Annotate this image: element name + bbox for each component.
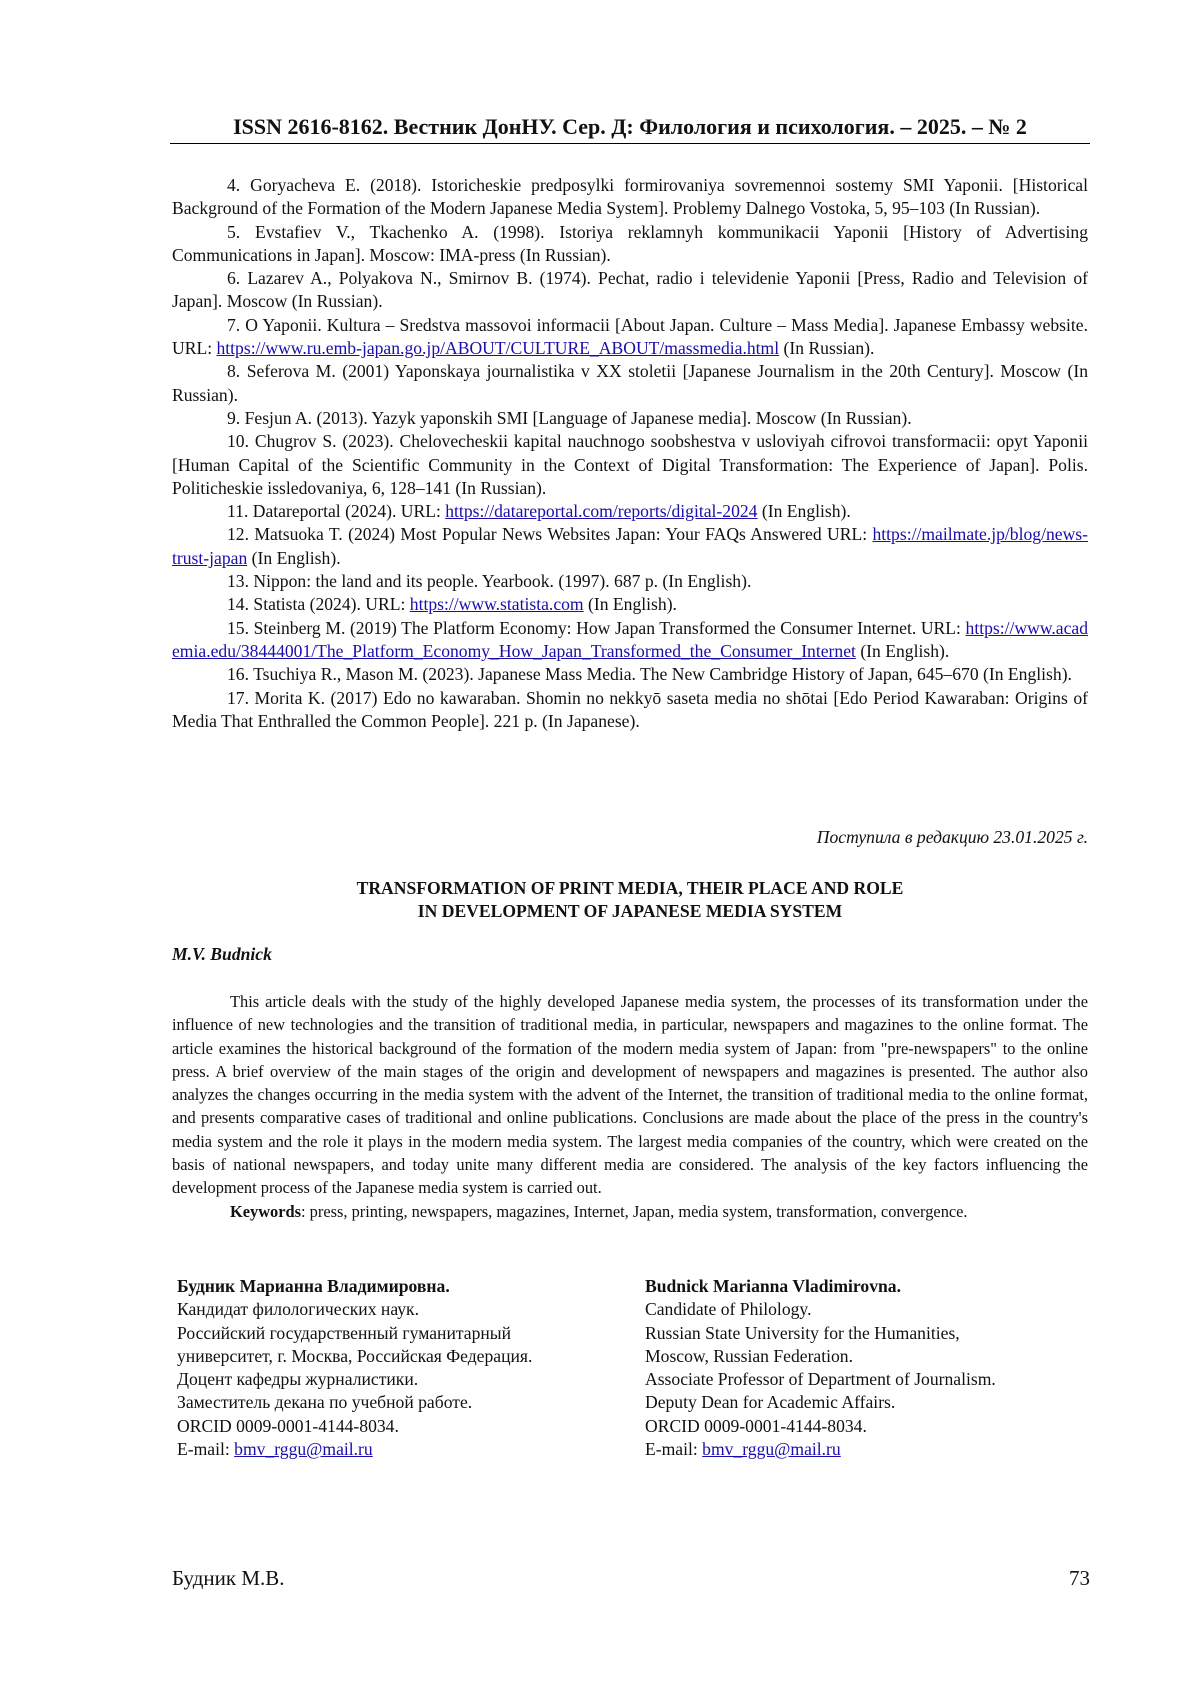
article-title-line: TRANSFORMATION OF PRINT MEDIA, THEIR PLACE AND ROLE xyxy=(356,878,904,898)
author-info-line: Moscow, Russian Federation. xyxy=(645,1345,854,1366)
author-info-email: E-mail: bmv_rggu@mail.ru xyxy=(645,1439,841,1460)
reference-item: 14. Statista (2024). URL: https://www.statista.com (In English). xyxy=(227,594,677,615)
reference-item: 10. Chugrov S. (2023). Chelovecheskii kapital nauchnogo soobshestva v usloviyah cifrovoi transformacii: opyt Yaponii [Human Capital of the Scientific Community in the Context of Digital Transformation: The Experience of Japan]. Polis. Politicheskie issledovaniya, 6, 128–141 (In Russian). xyxy=(172,431,1088,498)
reference-item: 6. Lazarev A., Polyakova N., Smirnov B. (1974). Pechat, radio i televidenie Yaponii [Press, Radio and Television of Japan]. Moscow (In Russian). xyxy=(172,268,1088,312)
page-number: 73 xyxy=(1069,1566,1090,1590)
author-info-english xyxy=(645,1275,1085,1461)
keywords-label: Keywords xyxy=(230,1201,302,1221)
reference-item: 4. Goryacheva E. (2018). Istoricheskie predposylki formirovaniya sovremennoi sostemy SMI Yaponii. [Historical Background of the Formation of the Modern Japanese Media System]. Problemy Dalnego Vostoka, 5, 95–103 (In Russian). xyxy=(172,175,1088,219)
author-info-russian xyxy=(177,1275,617,1461)
author-info-line: Российский государственный гуманитарный xyxy=(177,1322,512,1343)
reference-item: 11. Datareportal (2024). URL: https://datareportal.com/reports/digital-2024 (In English). xyxy=(227,501,851,522)
author-info-line: ORCID 0009-0001-4144-8034. xyxy=(177,1415,399,1436)
reference-link[interactable]: https://mailmate.jp/blog/news-trust-japan xyxy=(172,524,1088,568)
author-info-line: Заместитель декана по учебной работе. xyxy=(177,1392,473,1413)
author-info-name: Budnick Marianna Vladimirovna. xyxy=(645,1276,901,1296)
abstract xyxy=(172,990,1088,1223)
reference-link[interactable]: https://www.academia.edu/38444001/The_Platform_Economy_How_Japan_Transformed_the_Consumer_Internet xyxy=(172,617,1089,661)
author-info-name: Будник Марианна Владимировна. xyxy=(177,1276,450,1296)
reference-item: 13. Nippon: the land and its people. Yearbook. (1997). 687 p. (In English). xyxy=(227,571,752,592)
reference-link[interactable]: https://datareportal.com/reports/digital-2024 xyxy=(445,501,758,522)
reference-item: 16. Tsuchiya R., Mason M. (2023). Japanese Mass Media. The New Cambridge History of Japan, 645–670 (In English). xyxy=(227,664,1072,685)
author-info-line: Доцент кафедры журналистики. xyxy=(177,1369,419,1390)
author-info-line: Deputy Dean for Academic Affairs. xyxy=(645,1392,896,1413)
author-info-line: университет, г. Москва, Российская Федерация. xyxy=(177,1345,533,1366)
author-info-line: Associate Professor of Department of Journalism. xyxy=(645,1369,996,1390)
running-header: ISSN 2616-8162. Вестник ДонНУ. Сер. Д: Филология и психология. – 2025. – № 2 xyxy=(170,114,1090,144)
reference-item: 5. Evstafiev V., Tkachenko A. (1998). Istoriya reklamnyh kommunikacii Yaponii [History of Advertising Communications in Japan]. Moscow: IMA-press (In Russian). xyxy=(172,221,1089,265)
abstract-text: This article deals with the study of the highly developed Japanese media system, the processes of its transformation under the influence of new technologies and the transition of traditional media, in particular, newspapers and magazines to the online format. The article examines the historical background of the formation of the modern media system of Japan: from "pre-newspapers" to the online press. A brief overview of the main stages of the origin and development of newspapers and magazines is presented. The author also analyzes the changes occurring in the media system with the advent of the Internet, the transition of traditional media to the online format, and presents comparative cases of traditional and online publications. Conclusions are made about the place of the press in the country's media system and the role it plays in the modern media system. The largest media companies of the country, which were created on the basis of national newspapers, and today unite many different media are considered. The analysis of the key factors influencing the development process of the Japanese media system is carried out. xyxy=(172,992,1088,1198)
keywords-text: : press, printing, newspapers, magazines, Internet, Japan, media system, transformation, convergence. xyxy=(301,1201,968,1221)
email-link[interactable]: bmv_rggu@mail.ru xyxy=(234,1439,373,1460)
reference-link[interactable]: https://www.ru.emb-japan.go.jp/ABOUT/CULTURE_ABOUT/massmedia.html xyxy=(216,338,780,359)
reference-item: 9. Fesjun A. (2013). Yazyk yaponskih SMI [Language of Japanese media]. Moscow (In Russian). xyxy=(227,407,912,428)
reference-item: 12. Matsuoka T. (2024) Most Popular News Websites Japan: Your FAQs Answered URL: https://mailmate.jp/blog/news-trust-japan (In English). xyxy=(172,524,1088,568)
reference-item: 7. O Yaponii. Kultura – Sredstva massovoi informacii [About Japan. Culture – Mass Media]. Japanese Embassy website. URL: https://www.ru.emb-japan.go.jp/ABOUT/CULTURE_ABOUT/massmedia.html (In Russian). xyxy=(172,314,1088,359)
reference-link[interactable]: https://www.statista.com xyxy=(409,594,584,615)
reference-item: 15. Steinberg M. (2019) The Platform Economy: How Japan Transformed the Consumer Internet. URL: https://www.academia.edu/38444001/The_Platform_Economy_How_Japan_Transformed_the_Consumer_Internet (In English). xyxy=(172,617,1089,661)
author-info-line: ORCID 0009-0001-4144-8034. xyxy=(645,1415,867,1436)
author-info-line: Кандидат филологических наук. xyxy=(177,1299,419,1320)
reference-list xyxy=(172,174,1088,733)
article-title xyxy=(172,877,1088,923)
received-date: Поступила в редакцию 23.01.2025 г. xyxy=(816,827,1088,847)
email-link[interactable]: bmv_rggu@mail.ru xyxy=(702,1439,841,1460)
article-title-line: IN DEVELOPMENT OF JAPANESE MEDIA SYSTEM xyxy=(417,901,843,921)
keywords xyxy=(172,1200,1088,1223)
author-info-line: Russian State University for the Humanities, xyxy=(645,1322,960,1343)
footer-author: Будник М.В. xyxy=(172,1566,285,1590)
author-info-email: E-mail: bmv_rggu@mail.ru xyxy=(177,1439,373,1460)
reference-item: 8. Seferova M. (2001) Yaponskaya journalistika v XX stoletii [Japanese Journalism in the 20th Century]. Moscow (In Russian). xyxy=(172,361,1088,405)
reference-item: 17. Morita K. (2017) Edo no kawaraban. Shomin no nekkyō saseta media no shōtai [Edo Period Kawaraban: Origins of Media That Enthralled the Common People]. 221 p. (In Japanese). xyxy=(172,687,1088,731)
author-name: M.V. Budnick xyxy=(172,944,272,964)
author-info-line: Candidate of Philology. xyxy=(645,1299,812,1320)
